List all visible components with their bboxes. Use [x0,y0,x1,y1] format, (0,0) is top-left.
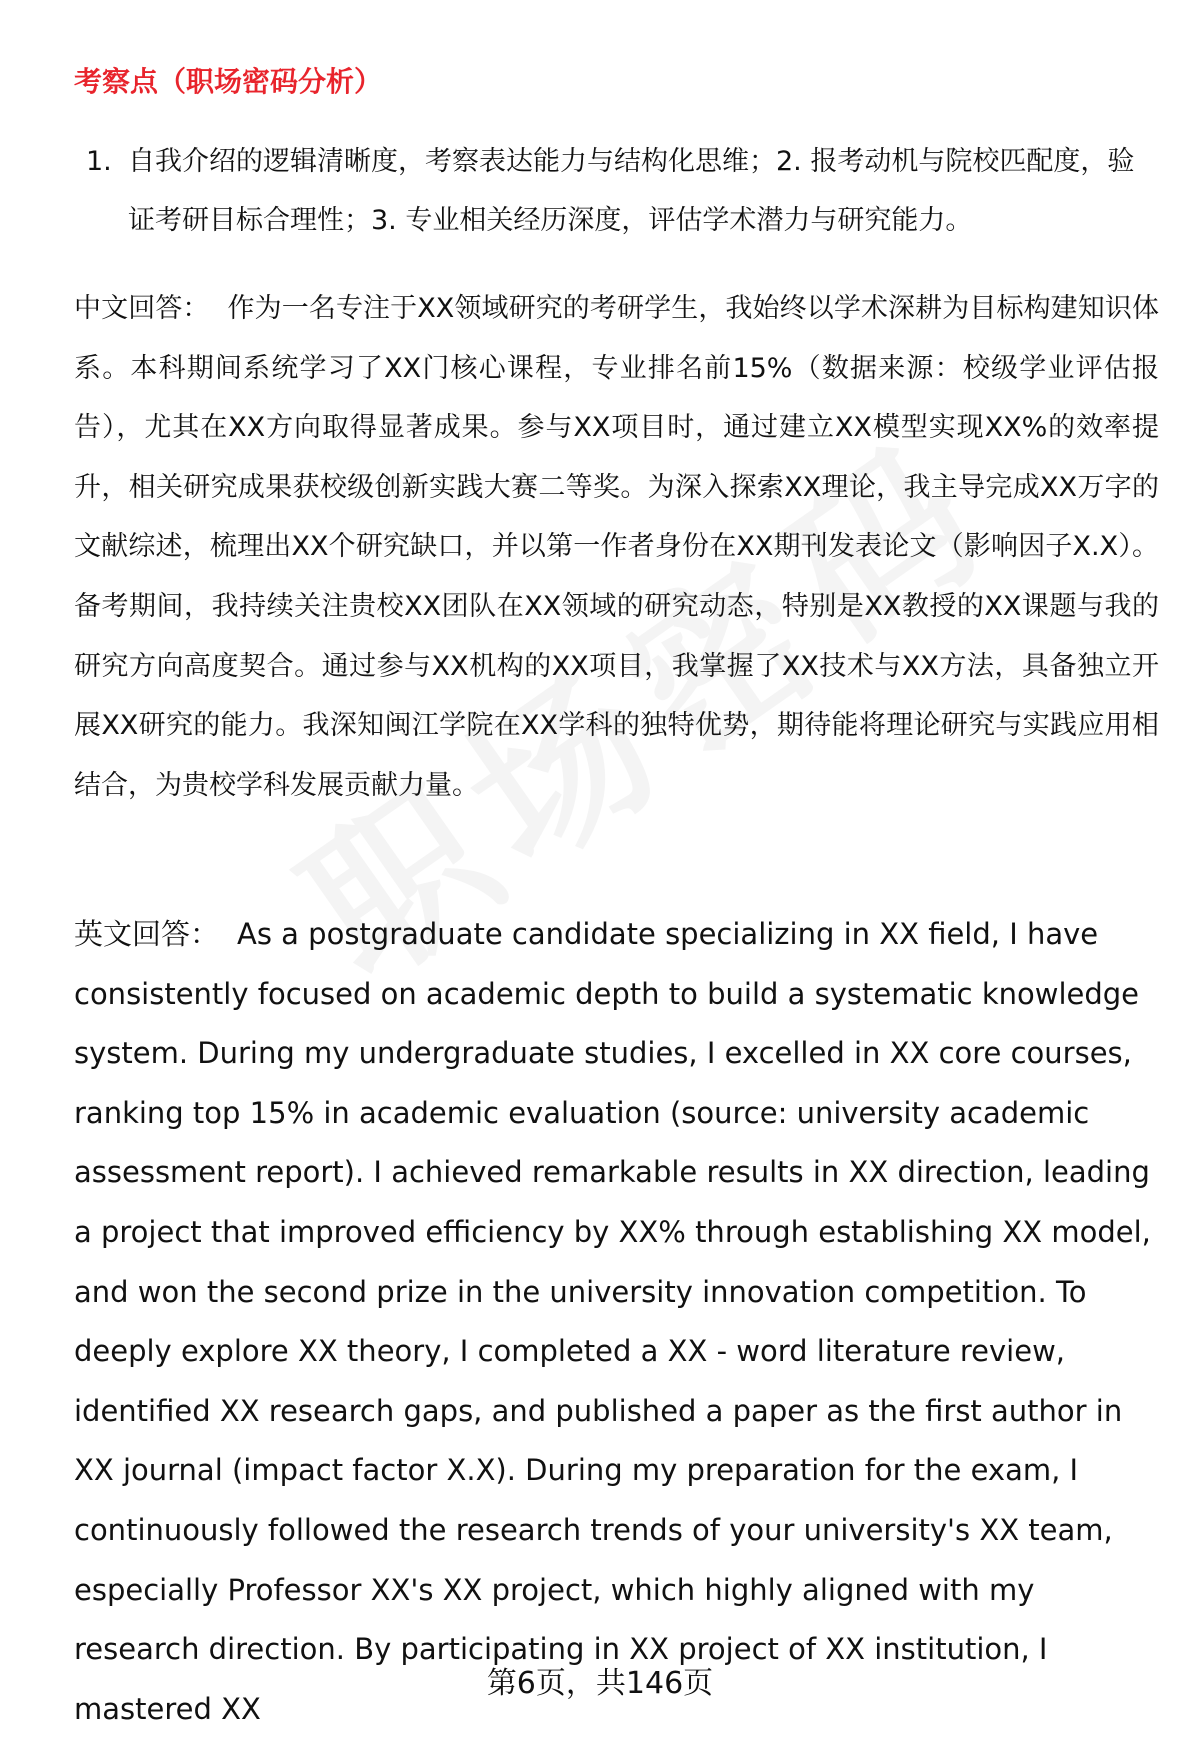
page-number-footer: 第6页，共146页 [486,1666,714,1701]
assessment-points-list [74,132,1154,250]
assessment-points-text: 自我介绍的逻辑清晰度，考察表达能力与结构化思维；2. 报考动机与院校匹配度，验证考研目标合理性；3. 专业相关经历深度，评估学术潜力与研究能力。 [128,146,1135,236]
list-number: 1. [86,146,112,177]
chinese-answer [74,279,1159,815]
english-answer-label: 英文回答： [74,917,220,951]
english-answer-text: As a postgraduate candidate specializing in XX field, I have consistently focused on academic depth to build a systematic knowledge system. During my undergraduate studies, I excelled in XX core courses, ranking top 15% in academic evaluation (source: university academic assessment report). I achieved remarkable results in XX direction, leading a project that improved efficiency by XX% through establishing XX model, and won the second prize in the university innovation competition. To deeply explore XX theory, I completed a XX - word literature review, identified XX research gaps, and published a paper as the first author in XX journal (impact factor X.X). During my preparation for the exam, I continuously followed the research trends of your university's XX team, especially Professor XX's XX project, which highly aligned with my research direction. By participating in XX project of XX institution, I mastered XX [74,917,1151,1726]
section-heading: 考察点（职场密码分析） [74,65,383,98]
english-answer [74,905,1159,1739]
chinese-answer-label: 中文回答： [74,293,210,324]
chinese-answer-text: 作为一名专注于XX领域研究的考研学生，我始终以学术深耕为目标构建知识体系。本科期间系统学习了XX门核心课程，专业排名前15%（数据来源：校级学业评估报告），尤其在XX方向取得显著成果。参与XX项目时，通过建立XX模型实现XX%的效率提升，相关研究成果获校级创新实践大赛二等奖。为深入探索XX理论，我主导完成XX万字的文献综述，梳理出XX个研究缺口，并以第一作者身份在XX期刊发表论文（影响因子X.X）。备考期间，我持续关注贵校XX团队在XX领域的研究动态，特别是XX教授的XX课题与我的研究方向高度契合。通过参与XX机构的XX项目，我掌握了XX技术与XX方法，具备独立开展XX研究的能力。我深知闽江学院在XX学科的独特优势，期待能将理论研究与实践应用相结合，为贵校学科发展贡献力量。 [74,293,1159,801]
list-item [74,132,1154,250]
